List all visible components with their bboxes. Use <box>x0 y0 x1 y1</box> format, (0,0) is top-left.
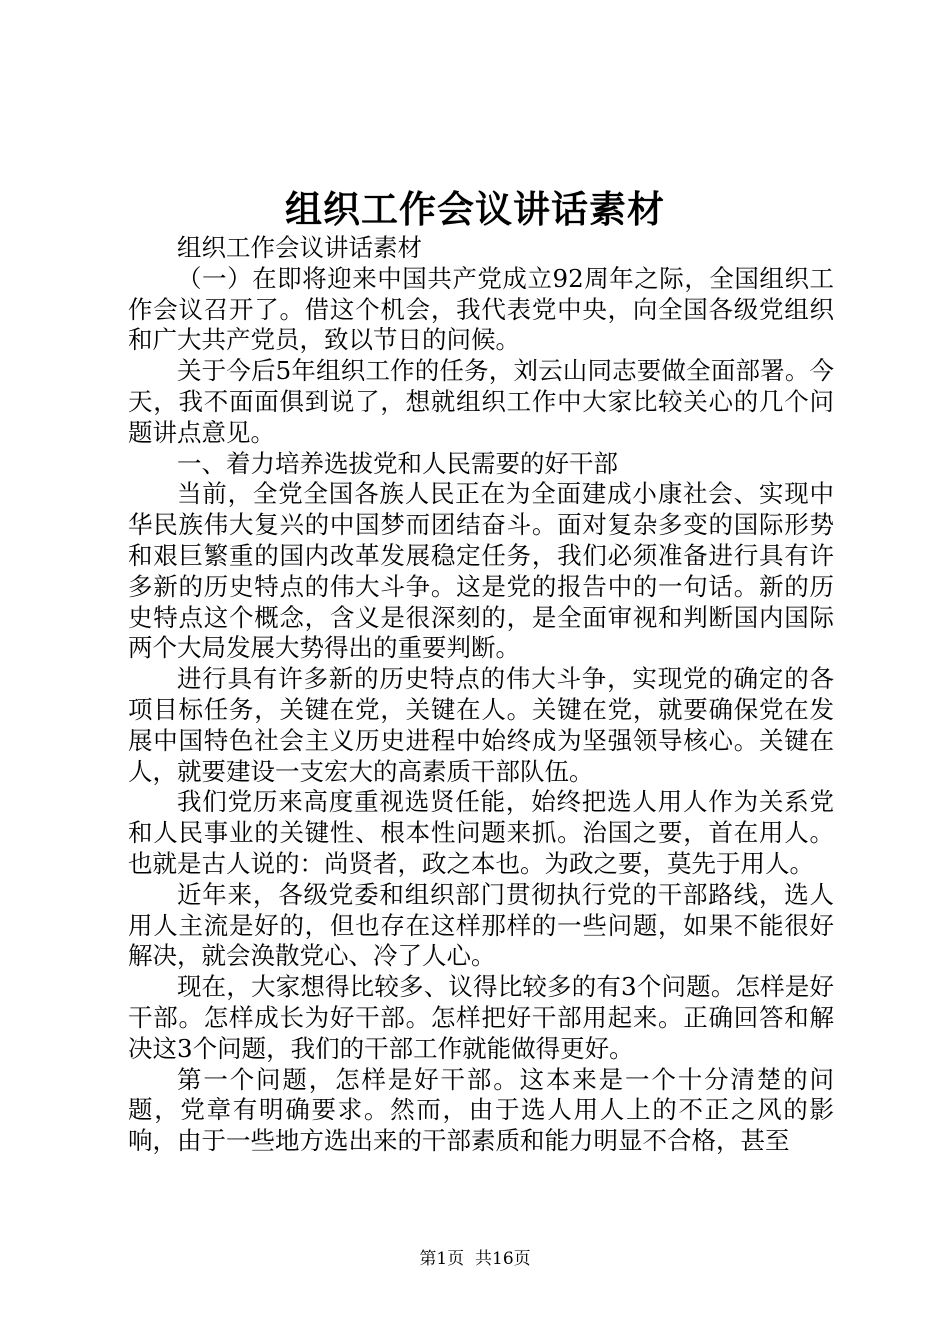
paragraph: 关于今后5年组织工作的任务，刘云山同志要做全面部署。今天，我不面面俱到说了，想就组织工作中大家比较关心的几个问题讲点意见。 <box>128 356 834 447</box>
paragraph: 第一个问题，怎样是好干部。这本来是一个十分清楚的问题，党章有明确要求。然而，由于选人用人上的不正之风的影响，由于一些地方选出来的干部素质和能力明显不合格，甚至 <box>128 1064 834 1156</box>
page-total: 共16页 <box>475 1249 531 1269</box>
paragraph-subtitle: 组织工作会议讲话素材 <box>177 233 422 262</box>
paragraph: 当前，全党全国各族人民正在为全面建成小康社会、实现中华民族伟大复兴的中国梦而团结奋斗。面对复杂多变的国际形势和艰巨繁重的国内改革发展稳定任务，我们必须准备进行具有许多新的历史特点的伟大斗争。这是党的报告中的一句话。新的历史特点这个概念，含义是很深刻的，是全面审视和判断国内国际两个大局发展大势得出的重要判断。 <box>128 479 834 663</box>
paragraph: 近年来，各级党委和组织部门贯彻执行党的干部路线，选人用人主流是好的，但也存在这样那样的一些问题，如果不能很好解决，就会涣散党心、冷了人心。 <box>128 879 834 971</box>
paragraph: 进行具有许多新的历史特点的伟大斗争，实现党的确定的各项目标任务，关键在党，关键在人。关键在党，就要确保党在发展中国特色社会主义历史进程中始终成为坚强领导核心。关键在人，就要建设一支宏大的高素质干部队伍。 <box>128 664 834 786</box>
section-heading: 一、着力培养选拔党和人民需要的好干部 <box>177 448 618 478</box>
paragraph: 我们党历来高度重视选贤任能，始终把选人用人作为关系党和人民事业的关键性、根本性问题来抓。治国之要，首在用人。也就是古人说的：尚贤者，政之本也。为政之要，莫先于用人。 <box>128 787 834 878</box>
page-footer <box>0 1247 950 1271</box>
document-body <box>128 233 834 1157</box>
document-title: 组织工作会议讲话素材 <box>285 187 665 231</box>
paragraph: （一）在即将迎来中国共产党成立92周年之际，全国组织工作会议召开了。借这个机会，我代表党中央，向全国各级党组织和广大共产党员，致以节日的问候。 <box>128 263 834 355</box>
paragraph: 现在，大家想得比较多、议得比较多的有3个问题。怎样是好干部。怎样成长为好干部。怎样把好干部用起来。正确回答和解决这3个问题，我们的干部工作就能做得更好。 <box>128 972 834 1063</box>
page-number: 第1页 <box>419 1249 465 1269</box>
footer-gap <box>464 1249 475 1269</box>
